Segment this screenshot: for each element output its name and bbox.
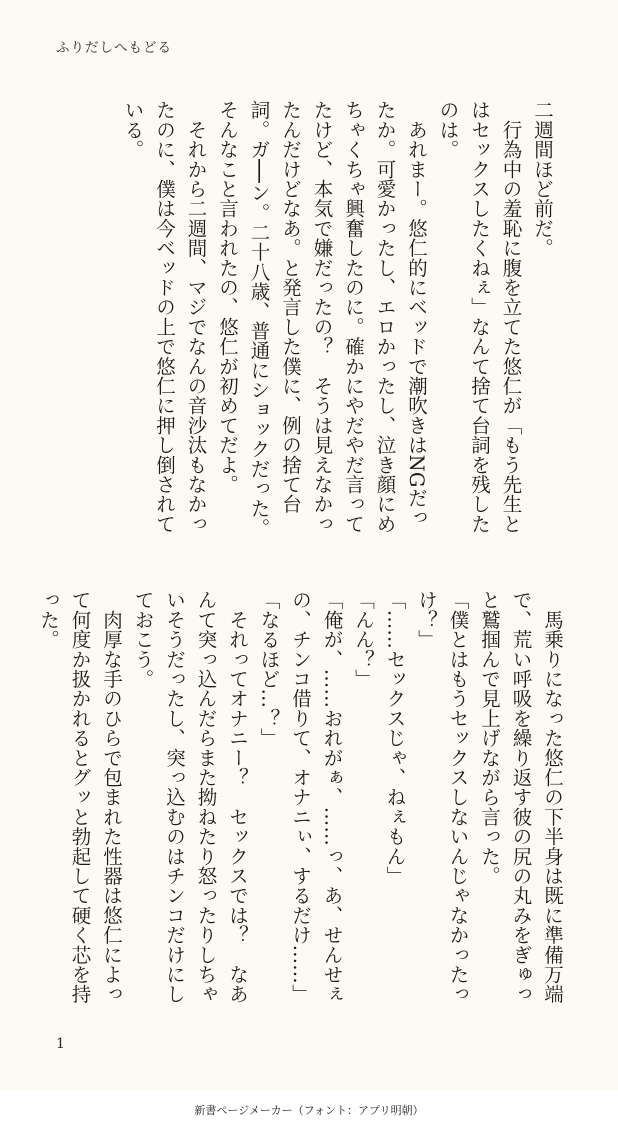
page-number: 1 (56, 1036, 65, 1052)
paragraph: 行為中の羞恥に腹を立てた悠仁が「もう先生とはセックスしたくねぇ」なんて捨て台詞を残したのは。 (436, 100, 523, 534)
paragraph: 二週間ほど前だ。 (531, 100, 554, 258)
text-block-bottom (37, 590, 568, 1020)
text-block-top (38, 100, 558, 540)
paragraph: 「俺が、……おれがぁ、……っ、あ、せんせぇの、チンコ借りて、オナニぃ、するだけ……」 (289, 590, 344, 1004)
paragraph: 「なるほど…？」 (257, 590, 281, 748)
paragraph: 「……セックスじゃ、ねぇもん」 (383, 590, 407, 886)
paragraph: 肉厚な手のひらで包まれた性器は悠仁によって何度か扱かれるとグッと勃起して硬く芯を持った。 (37, 590, 123, 1004)
paragraph: 「んん？」 (352, 590, 375, 689)
paragraph: それってオナニー？ セックスでは？ なあんて突っ込んだらまた拗ねたり怒ったりしちゃいそうだったし、突っ込むのはチンコだけにしておこう。 (131, 590, 249, 1004)
paragraph: それから二週間、マジでなんの音沙汰もなかったのに、僕は今ベッドの上で悠仁に押し倒されている。 (121, 100, 208, 534)
paragraph: あれまー。悠仁的にベッドで潮吹きはNGだったか。可愛かったし、エロかったし、泣き顔にめちゃくちゃ興奮したのに。確かにやだやだ言ってたけど、本気で嫌だったの？ そうは見えなかったんだけどなあ。と発言した僕に、例の捨て台詞。ガ──ン。二十八歳、普通にショックだった。そんなこと言われたの、悠仁が初めてだよ。 (216, 100, 428, 538)
paragraph: 馬乗りになった悠仁の下半身は既に準備万端で、荒い呼吸を繰り返す彼の尻の丸みをぎゅっと鷲掴んで見上げながら言った。 (478, 590, 564, 1004)
back-to-start-link[interactable]: ふりだしへもどる (56, 40, 172, 56)
paragraph: 「僕とはもうセックスしないんじゃなかったっけ？」 (415, 590, 470, 1004)
footer-credit: 新書ページメーカー（フォント：アプリ明朝） (0, 1090, 618, 1132)
